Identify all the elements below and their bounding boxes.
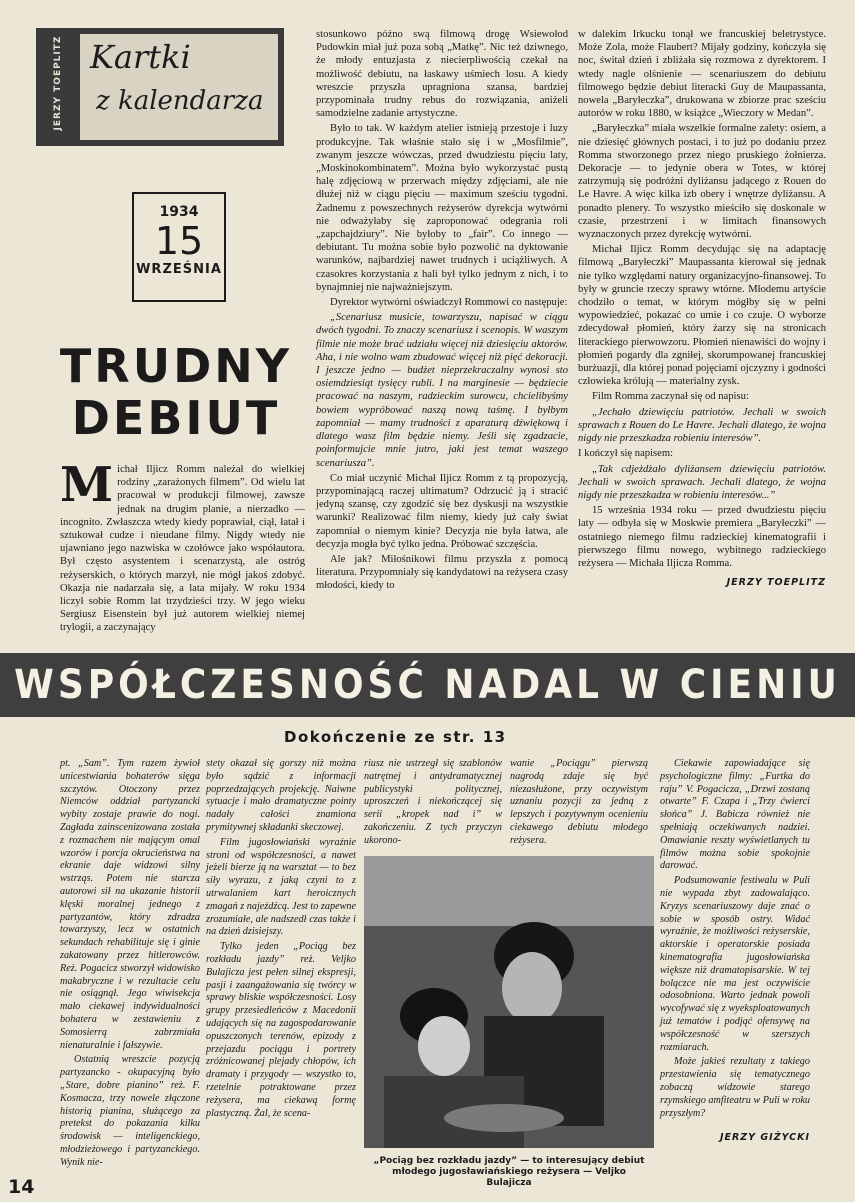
article2-column-4 bbox=[510, 758, 648, 850]
article2-column-2 bbox=[206, 758, 356, 1122]
date-day: 15 bbox=[154, 219, 204, 263]
article2-paragraph: Ostatnią wreszcie pozycją partyzancko - okupacyjną było „Stare, dobre pianino” reż. F. Kosmacza, trzy nowele złączone historią pianina, służącego za pretekst do pokazania kilku środowisk — inteligenckiego, młodzieżowego i partyzanckiego. Wynik nie- bbox=[60, 1054, 200, 1168]
article2-paragraph: pt. „Sam”. Tym razem żywioł unicestwiania bohaterów sięga szczytów. Otoczony przez Niemców oddział partyzancki wybity zostaje prawie do nogi. Zagłada zainscenizowana została z rozmachem nie mającym omal wzorów i porcja okrucieństwa na ekranie daje widzowi silny wstrząs. Potem nie starcza autorowi sił na ukazanie historii klęski moralnej jednego z partyzantów, który zdradza towarzyszy, lecz w ostatnich sekundach rehabilituje się i ginie zakatowany przez hitlerowców. Reż. Pogacicz stworzył widowisko makabryczne i w rezultacie celu nie osiągnął. Jego wiwisekcja mało ciekawej indywidualności bohatera w zestawieniu z Somosierrą zabrzmiała nienaturalnie i fałszywie. bbox=[60, 758, 200, 1051]
film-closing-quote: „Tak cdjeżdżało dyliżansem dziewięciu patriotów. Jechali w swoich sprawach. Jechali dlatego, że wojna nigdy nie przeszkadza w robieniu interesów...” bbox=[578, 463, 826, 501]
article1-paragraph: Ale jak? Miłośnikowi filmu przyszła z pomocą literatura. Przypomniały się kandydatowi na reżysera czasy młodości, kiedy to bbox=[316, 553, 568, 592]
article-title bbox=[56, 340, 296, 444]
article2-paragraph: Ciekawie zapowiadające się psychologiczne filmy: „Furtka do raju” V. Pogacicza, „Drzwi zostaną otwarte” F. Czapa i „Trzy ćwierci słońca” J. Babicza również nie spełniają oczekiwanych nadziei. Omawianie reszty wyświetlanych tu filmów można sobie spokojnie darować. bbox=[660, 758, 810, 872]
article1-paragraph: Film Romma zaczynał się od napisu: bbox=[592, 391, 749, 403]
article1-paragraph: I kończył się napisem: bbox=[578, 448, 674, 460]
article1-column-3 bbox=[578, 28, 826, 589]
article1-signature: JERZY TOEPLITZ bbox=[726, 577, 826, 589]
rubric-title-line1: Kartki bbox=[90, 38, 191, 76]
director-quote: „Scenariusz musicie, towarzyszu, napisać w ciągu dwóch tygodni. To znaczy scenariusz i scenopis. W waszym filmie nie może brać udziału więcej niż dziesięciu aktorów. Aha, i nie wolno wam zbudować więcej niż pięć dekoracji. I jeszcze jedno — budżet nieprzekraczalny wynosi sto osiemdziesiąt tysięcy rubli. I na marginesie — będziecie pracować na naszym, radzieckim surowcu, chcielibyśmy bowiem wypróbować naszą nową taśmę. I byłbym zapomniał — mamy trudności z aparaturą dźwiękową i dlatego wasz film będzie niemy. Jeśli się zgadzacie, poinformujcie mnie jutro, jaki jest temat waszego scenariusza”. bbox=[316, 312, 568, 469]
article1-column-1 bbox=[60, 457, 305, 637]
article1-paragraph: „Baryłeczka” miała wszelkie formalne zalety: osiem, a nie dziesięć głównych postaci, i to już po dodaniu przez Romma stworzonego przez niego pruskiego żołnierza. Dekoracje — to jedynie obera w Totes, w której zatrzymują się podróżni dyliżansu jadącego z Rouen do Le Havre. A więc kilka izb obery i wnętrze dyliżansu. A ponadto plenery. To wszystko mieściło się doskonale w czasie, przestrzeni i w limitach finansowych wyznaczonych przez dyrekcję wytwórni. bbox=[578, 123, 826, 241]
article1-paragraph: stosunkowo późno swą filmową drogę Wsiewołod Pudowkin miał już poza sobą „Matkę”. Nic też dziwnego, że młody entuzjasta z niecierpliwością czekał na możliwość debiutu, na łaskawy uśmiech losu. A kiedy wreszcie przyszła upragniona szansa, bardziej przypominała trudny rebus do rozwiązania, aniżeli samodzielne zadanie artystyczne. bbox=[316, 29, 568, 120]
rubric-author-vertical: JERZY TOEPLITZ bbox=[53, 35, 63, 131]
article1-paragraph: Michał Iljicz Romm decydując się na adaptację filmową „Baryłeczki” Maupassanta kierował się jednak nie tylko względami natury organizacyjno-finansowej. To były w gruncie rzeczy sprawy wtórne. Młodemu artyście chodziło o temat, w którym mógłby się w pełni wypowiedzieć, pokazać co umie i co czuje. O wyborze zdecydował płomień, który żarzy się na stronicach literackiego pierwowzoru. Płomień nienawiści do wojny i płomień pogardy dla zgniłej, skorumpowanej francuskiej burżuazji, dla której ponad pojęciami ojczyzny i godności człowieka królują — materialny zysk. bbox=[578, 244, 826, 388]
article2-signature: JERZY GIŻYCKI bbox=[719, 1132, 810, 1144]
date-year: 1934 bbox=[159, 204, 199, 220]
rubric-title-line2: z kalendarza bbox=[96, 86, 264, 116]
article1-paragraph: Dyrektor wytwórni oświadczył Rommowi co następuje: bbox=[330, 297, 568, 309]
article1-paragraph: Co miał uczynić Michał Iljicz Romm z tą propozycją, przypominającą raczej ultimatum? Odrzucić ją i stracić jedyną szansę, czy zgodzić się bez dyskusji na wszystkie warunki? Realizować film niemy, kiedy już cały świat zapomniał o niemym kinie? Decyzja nie była łatwa, ale decyzja mogła być tylko jedna. Próbować szczęścia. bbox=[316, 472, 568, 550]
article2-paragraph: riusz nie ustrzegł się szablonów natrętnej i antydramatycznej publicystyki politycznej, uproszczeń i niekończącej się serii „kropek nad i” w zakończeniu. Z tych przyczyn ukorono- bbox=[364, 758, 502, 846]
article1-paragraph: 15 września 1934 roku — przed dwudziestu pięciu laty — odbyła się w Moskwie premiera „Baryłeczki” — ostatniego niemego filmu radzieckiej kinematografii i pierwszego filmu nowego, wybitnego radzieckiego reżysera — Michała Iljicza Romma. bbox=[578, 505, 826, 569]
film-still-illustration bbox=[364, 856, 654, 1148]
article2-paragraph: Podsumowanie festiwalu w Puli nie wypada zbyt zadowalająco. Kryzys scenariuszowy daje znać o sobie w sposób ostry. Widać wyraźnie, że możliwości reżyserskie, aktorskie i operatorskie posiada kinematografia jugosłowiańska większe niż dramatopisarskie. W tej bolączce nie ma jest oczywiście odosobniona. Warto jednak powoli wycofywać się z wyeksploatowanych już tematów i podjąć ofensywę na współczesność w szerszych rozmiarach. bbox=[660, 875, 810, 1053]
article2-paragraph: wanie „Pociągu” pierwszą nagrodą zdaje się być niezasłużone, przy oczywistym uznaniu pozycji za jedną z lepszych i pozytywnym ocenieniu ciekawego debiutu młodego reżysera. bbox=[510, 758, 648, 846]
article-title-line1: TRUDNY bbox=[59, 339, 293, 393]
article2-column-1 bbox=[60, 758, 200, 1172]
article1-paragraph: ichał Iljicz Romm należał do wielkiej rodziny „zarażonych filmem”. Od wielu lat pracował w produkcji filmowej, zawsze jednak na drugim planie, a nierzadko — incognito. Zwłaszcza wtedy kiedy poprawiał, ciął, łatał i sztukował cudze i nieudane filmy. Nigdy wtedy nie ujawniano jego nazwiska w czołówce jako współautora. Był często asystentem i scenarzystą, ale ostróg reżyserskich, o których marzył, nie mógł jakoś zdobyć. Okazja nie nadarzała się, a lata mijały. W roku 1934 liczył sobie Romm lat trzydzieści trzy. W jego wieku Sergiusz Eisenstein był już autorem wielkiej niemej trylogii, a zaczynający bbox=[60, 464, 305, 634]
article1-paragraph: Było to tak. W każdym atelier istnieją przestoje i luzy produkcyjne. Tak właśnie stało się i w „Mosfilmie”, zwanym jeszcze wówczas, przed dwudziestu pięciu laty, „Moskinokombinatem”. Można było wykorzystać pustą halę zdjęciową w przerwach między zdjęciami, ale nie dłużej niż w ciągu pięciu — maximum sześciu tygodni. Żadnemu z powszechnych reżyserów dyrekcja wytwórni nie odważyłaby się zaproponować odegrania roli „zapchajdziury”. Nie byłoby to „fair”. Co innego — debiutant. Tu można sobie było pozwolić na dyktowanie warunków, najbardziej nawet trudnych i uciążliwych. A czasokres korzystania z hali był tylko jednym z nich, i to bynajmniej nie najważniejszym. bbox=[316, 123, 568, 293]
article1-paragraph: w dalekim Irkucku tonął we francuskiej beletrystyce. Może Zola, może Flaubert? Mijały godziny, kończyła się noc, świtał dzień i zbliżała się rozmowa z dyrektorem. I wtedy nagle olśnienie — scenariuszem do debiutu filmowego będzie debiut literacki Guy de Maupassanta, nowela „Baryłeczka”, drukowana w zbiorze prac sześciu autorów w roku 1880, w książce „Wieczory w Medan”. bbox=[578, 29, 826, 120]
rubric-header bbox=[36, 28, 284, 146]
continuation-note: Dokończenie ze str. 13 bbox=[284, 728, 507, 746]
article2-column-3 bbox=[364, 758, 502, 850]
dropcap: M bbox=[60, 457, 114, 513]
rubric-paper bbox=[80, 34, 278, 140]
article2-paragraph: stety okazał się gorszy niż można było sądzić z informacji poprzedzających projekcję. Naiwne sytuacje i mało dramatyczne pointy nadały całości znamiona prymitywnej składanki skeczowej. bbox=[206, 758, 356, 833]
date-month: WRZEŚNIA bbox=[136, 262, 222, 277]
article2-paragraph: Może jakieś rezultaty z takiego przestawienia się tematycznego zobaczą widzowie starego rzymskiego amfiteatru w Puli w roku przyszłym? bbox=[660, 1056, 810, 1119]
article2-banner: WSPÓŁCZESNOŚĆ NADAL W CIENIU bbox=[0, 653, 855, 717]
film-still-photo bbox=[364, 856, 654, 1148]
page-number: 14 bbox=[8, 1176, 35, 1198]
photo-caption: „Pociąg bez rozkładu jazdy” — to interesujący debiut młodego jugosławiańskiego reżysera — Veljko Bulajicza bbox=[373, 1156, 645, 1188]
date-box bbox=[132, 192, 226, 302]
article-title-line2: DEBIUT bbox=[71, 391, 281, 445]
article2-paragraph: Tylko jeden „Pociąg bez rozkładu jazdy” reż. Veljko Bulajicza jest pełen silnej ekspresji, pasji i zaangażowania się twórcy w sprawy bliskie współczesności. Losy grupy przesiedleńców z Macedonii udających się na zagospodarowanie opuszczonych terenów, epizody z przejazdu pociągu i portrety zróżnicowanej plejady chłopów, ich dramaty i przygody — wszystko to, rzetelnie potraktowane przez reżysera, ma ciekawą formę plastyczną. Żal, że scena- bbox=[206, 941, 356, 1119]
article1-column-2 bbox=[316, 28, 568, 595]
film-opening-quote: „Jechało dziewięciu patriotów. Jechali w swoich sprawach z Rouen do Le Havre. Jechali dlatego, że wojna nigdy nie przeszkadza robieniu interesów”. bbox=[578, 406, 826, 445]
article2-paragraph: Film jugosłowiański wyraźnie stroni od współczesności, a nawet jeżeli bierze ją na warsztat — to bez siły wyrazu, z jaką czyni to z utrwalaniem kart heroicznych zmagań z najeźdźcą. Jest to zapewne zrozumiałe, ale nadszedł czas także i na dzień dzisiejszy. bbox=[206, 836, 356, 938]
article2-column-5 bbox=[660, 758, 810, 1145]
